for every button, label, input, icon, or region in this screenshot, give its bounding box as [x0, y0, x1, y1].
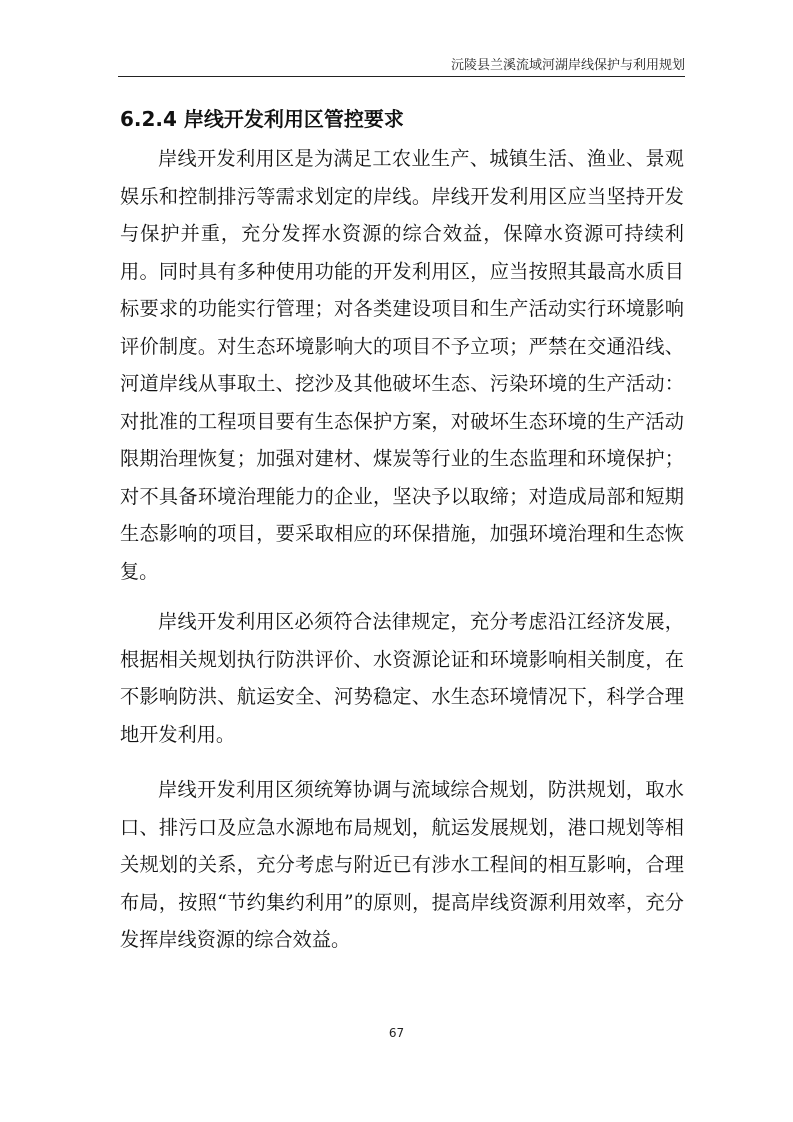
- paragraph: 岸线开发利用区须统筹协调与流域综合规划，防洪规划，取水口、排污口及应急水源地布局规划，航运发展规划，港口规划等相关规划的关系，充分考虑与附近已有涉水工程间的相互影响，合理布局，按照“节约集约利用”的原则，提高岸线资源利用效率，充分发挥岸线资源的综合效益。: [120, 778, 684, 951]
- paragraph-2-block: [120, 603, 684, 753]
- document-title: 沅陵县兰溪流域河湖岸线保护与利用规划: [450, 58, 685, 73]
- paragraph-3-block: [120, 771, 684, 959]
- paragraph-1-block: [120, 140, 684, 590]
- page-number: 67: [388, 1026, 405, 1040]
- section-heading: 6.2.4 岸线开发利用区管控要求: [120, 107, 404, 131]
- paragraph: 岸线开发利用区是为满足工农业生产、城镇生活、渔业、景观娱乐和控制排污等需求划定的岸线。岸线开发利用区应当坚持开发与保护并重，充分发挥水资源的综合效益，保障水资源可持续利用。同时具有多种使用功能的开发利用区，应当按照其最高水质目标要求的功能实行管理；对各类建设项目和生产活动实行环境影响评价制度。对生态环境影响大的项目不予立项；严禁在交通沿线、河道岸线从事取土、挖沙及其他破坏生态、污染环境的生产活动：对批准的工程项目要有生态保护方案，对破坏生态环境的生产活动限期治理恢复；加强对建材、煤炭等行业的生态监理和环境保护；对不具备环境治理能力的企业，坚决予以取缔；对造成局部和短期生态影响的项目，要采取相应的环保措施，加强环境治理和生态恢复。: [120, 147, 684, 583]
- paragraph: 岸线开发利用区必须符合法律规定，充分考虑沿江经济发展，根据相关规划执行防洪评价、水资源论证和环境影响相关制度，在不影响防洪、航运安全、河势稳定、水生态环境情况下，科学合理地开发利用。: [120, 610, 684, 746]
- page-header: [118, 50, 685, 77]
